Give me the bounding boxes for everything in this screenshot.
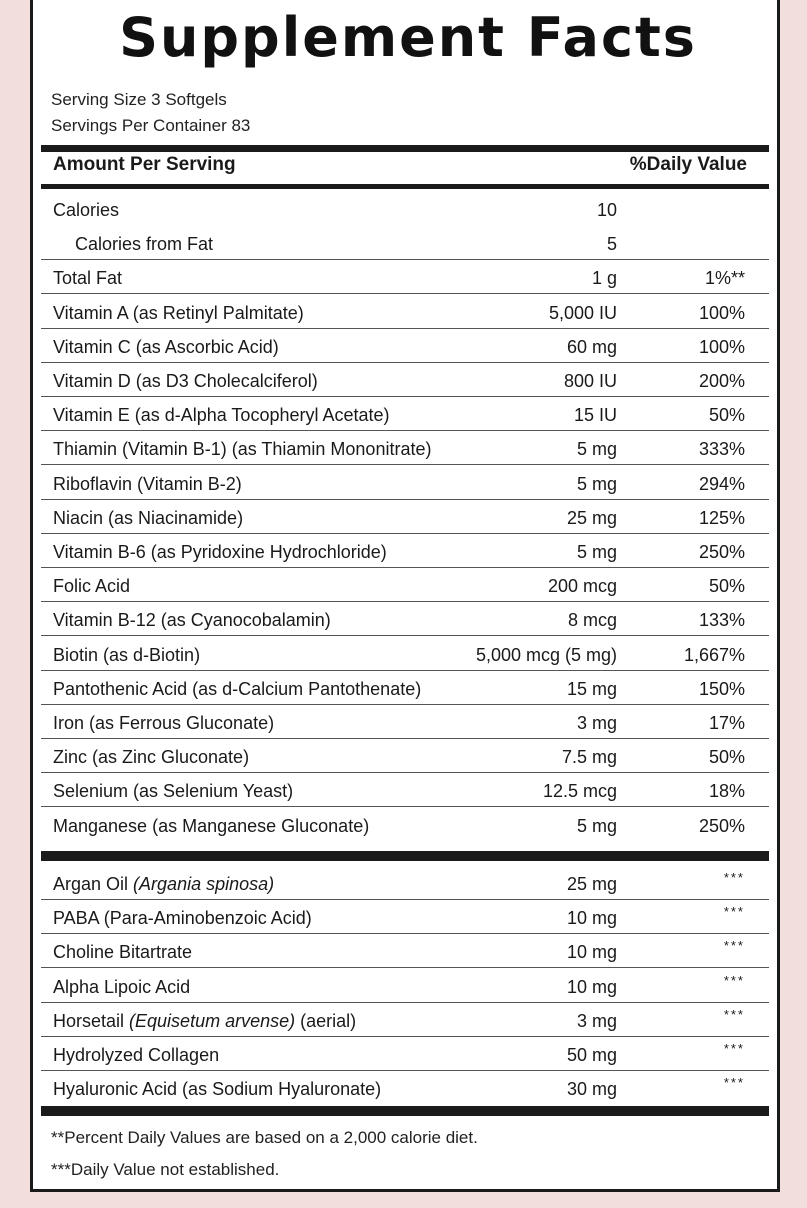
nutrient-row	[41, 226, 769, 260]
nutrient-daily-value: 100%	[698, 302, 745, 323]
amount-per-serving-header: Amount Per Serving	[53, 154, 236, 175]
nutrient-row	[41, 671, 769, 705]
ingredient-row	[41, 1071, 769, 1105]
nutrient-amount: 7.5 mg	[561, 747, 617, 768]
nutrient-row	[41, 705, 769, 739]
footnote-dv-not-established: ***Daily Value not established.	[51, 1160, 280, 1179]
nutrient-name: Vitamin B-12 (as Cyanocobalamin)	[53, 610, 331, 631]
nutrient-row	[41, 534, 769, 568]
nutrient-daily-value: 18%	[708, 781, 745, 802]
nutrient-row	[41, 363, 769, 397]
ingredient-row	[41, 866, 769, 900]
nutrient-name: Pantothenic Acid (as d-Calcium Pantothenate)	[53, 678, 422, 699]
ingredient-name-text: PABA (Para-Aminobenzoic Acid)	[53, 908, 312, 929]
nutrient-row	[41, 637, 769, 671]
ingredient-daily-value: ***	[723, 972, 745, 988]
ingredient-name-text: Choline Bitartrate	[53, 942, 193, 963]
nutrient-row	[41, 773, 769, 807]
ingredient-amount: 50 mg	[566, 1045, 617, 1065]
nutrient-daily-value: 250%	[698, 815, 745, 836]
ingredient-name	[53, 1045, 219, 1066]
nutrient-amount: 25 mg	[566, 507, 617, 528]
nutrient-row	[41, 602, 769, 636]
ingredient-daily-value: ***	[723, 938, 745, 954]
nutrient-daily-value: 133%	[698, 610, 745, 631]
ingredient-name-text: Hydrolyzed Collagen	[53, 1045, 220, 1065]
nutrient-daily-value: 1,667%	[683, 644, 745, 665]
nutrient-row	[41, 192, 769, 226]
thick-divider-top	[41, 145, 769, 152]
ingredient-name	[53, 1011, 356, 1032]
ingredient-row	[41, 1037, 769, 1071]
nutrient-name: Riboflavin (Vitamin B-2)	[53, 473, 242, 494]
ingredient-amount: 3 mg	[576, 1010, 617, 1031]
ingredient-name-text: Horsetail	[53, 1010, 130, 1031]
nutrient-amount: 5,000 IU	[548, 302, 617, 323]
nutrient-name: Calories	[53, 200, 120, 220]
ingredient-amount: 10 mg	[566, 908, 617, 929]
nutrient-amount: 8 mcg	[567, 610, 617, 631]
nutrient-name: Manganese (as Manganese Gluconate)	[53, 815, 370, 836]
nutrient-row	[41, 329, 769, 363]
nutrient-row	[41, 808, 769, 842]
divider-below-header	[41, 184, 769, 189]
nutrient-name: Iron (as Ferrous Gluconate)	[53, 713, 275, 733]
nutrient-amount: 5 mg	[576, 439, 617, 460]
thick-divider-bottom	[41, 1106, 769, 1116]
nutrient-amount: 5 mg	[576, 815, 617, 836]
nutrient-row	[41, 295, 769, 329]
ingredient-row	[41, 1003, 769, 1037]
nutrient-daily-value: 200%	[698, 371, 745, 391]
nutrient-name: Vitamin E (as d-Alpha Tocopheryl Acetate)	[53, 405, 390, 426]
nutrient-amount: 60 mg	[566, 336, 617, 357]
ingredient-amount: 10 mg	[566, 976, 617, 997]
footnote-percent-dv: **Percent Daily Values are based on a 2,000 calorie diet.	[51, 1128, 478, 1147]
nutrient-row	[41, 431, 769, 465]
ingredient-name	[53, 942, 192, 963]
nutrient-daily-value: 150%	[698, 678, 745, 699]
nutrient-row	[41, 568, 769, 602]
ingredient-name	[53, 908, 312, 929]
daily-value-header: %Daily Value	[629, 154, 747, 175]
supplement-facts-panel	[30, 0, 780, 1192]
ingredient-name-text: Argan Oil	[53, 874, 134, 894]
nutrient-daily-value: 50%	[708, 747, 745, 768]
nutrient-name: Thiamin (Vitamin B-1) (as Thiamin Mononitrate)	[53, 439, 432, 460]
nutrient-amount: 3 mg	[576, 713, 617, 733]
nutrient-row	[41, 466, 769, 500]
nutrient-name: Calories from Fat	[75, 234, 214, 255]
ingredient-amount: 10 mg	[566, 942, 617, 963]
nutrient-amount: 15 mg	[566, 678, 617, 699]
nutrient-name: Selenium (as Selenium Yeast)	[53, 781, 294, 802]
nutrient-daily-value: 125%	[698, 507, 745, 528]
ingredient-name-suffix: (aerial)	[295, 1010, 357, 1031]
nutrient-daily-value: 250%	[698, 542, 745, 562]
nutrient-row	[41, 739, 769, 773]
nutrient-daily-value: 50%	[708, 576, 745, 597]
nutrient-amount: 15 IU	[573, 405, 617, 426]
ingredient-name	[53, 874, 274, 895]
nutrient-name: Vitamin A (as Retinyl Palmitate)	[53, 302, 304, 323]
ingredient-name-text: Alpha Lipoic Acid	[53, 976, 191, 997]
nutrient-row	[41, 260, 769, 294]
nutrient-name: Vitamin D (as D3 Cholecalciferol)	[53, 371, 318, 391]
ingredient-daily-value: ***	[723, 1075, 745, 1091]
nutrient-daily-value: 50%	[708, 405, 745, 426]
ingredient-name-text: Hyaluronic Acid (as Sodium Hyaluronate)	[53, 1079, 382, 1100]
nutrient-name: Niacin (as Niacinamide)	[53, 507, 244, 528]
serving-size: Serving Size 3 Softgels	[51, 90, 227, 109]
ingredient-amount: 25 mg	[566, 874, 617, 894]
nutrient-name: Biotin (as d-Biotin)	[53, 644, 201, 665]
ingredient-latin-name: (Equisetum arvense)	[129, 1010, 296, 1031]
ingredient-daily-value: ***	[723, 1041, 745, 1056]
nutrient-row	[41, 397, 769, 431]
nutrient-daily-value: 333%	[698, 439, 745, 460]
nutrient-amount: 5 mg	[576, 542, 617, 562]
nutrient-amount: 5 mg	[576, 473, 617, 494]
nutrient-amount: 1 g	[591, 268, 617, 289]
nutrient-daily-value: 294%	[698, 473, 745, 494]
nutrient-daily-value: 1%**	[704, 268, 745, 289]
ingredient-daily-value: ***	[723, 870, 745, 885]
thick-divider-middle	[41, 851, 769, 861]
ingredient-row	[41, 969, 769, 1003]
ingredient-row	[41, 900, 769, 934]
ingredient-amount: 30 mg	[566, 1079, 617, 1100]
nutrient-daily-value: 17%	[708, 713, 745, 733]
nutrient-name: Zinc (as Zinc Gluconate)	[53, 747, 250, 768]
nutrient-amount: 5,000 mcg (5 mg)	[475, 644, 617, 665]
nutrient-name: Total Fat	[53, 268, 123, 289]
ingredient-latin-name: (Argania spinosa)	[133, 874, 275, 894]
nutrient-amount: 12.5 mcg	[542, 781, 617, 802]
nutrient-name: Vitamin B-6 (as Pyridoxine Hydrochloride)	[53, 542, 387, 562]
nutrient-amount: 10	[596, 200, 617, 220]
servings-per-container: Servings Per Container 83	[51, 116, 251, 135]
nutrient-name: Folic Acid	[53, 576, 131, 597]
ingredient-daily-value: ***	[723, 904, 745, 920]
nutrient-row	[41, 500, 769, 534]
ingredient-row	[41, 934, 769, 968]
panel-title: Supplement Facts	[119, 6, 697, 69]
ingredient-name	[53, 1079, 381, 1100]
ingredient-daily-value: ***	[723, 1006, 745, 1022]
nutrient-amount: 200 mcg	[547, 576, 617, 597]
nutrient-name: Vitamin C (as Ascorbic Acid)	[53, 336, 279, 357]
nutrient-amount: 5	[606, 234, 617, 255]
nutrient-daily-value: 100%	[698, 336, 745, 357]
nutrient-amount: 800 IU	[563, 371, 617, 391]
ingredient-name	[53, 977, 190, 998]
